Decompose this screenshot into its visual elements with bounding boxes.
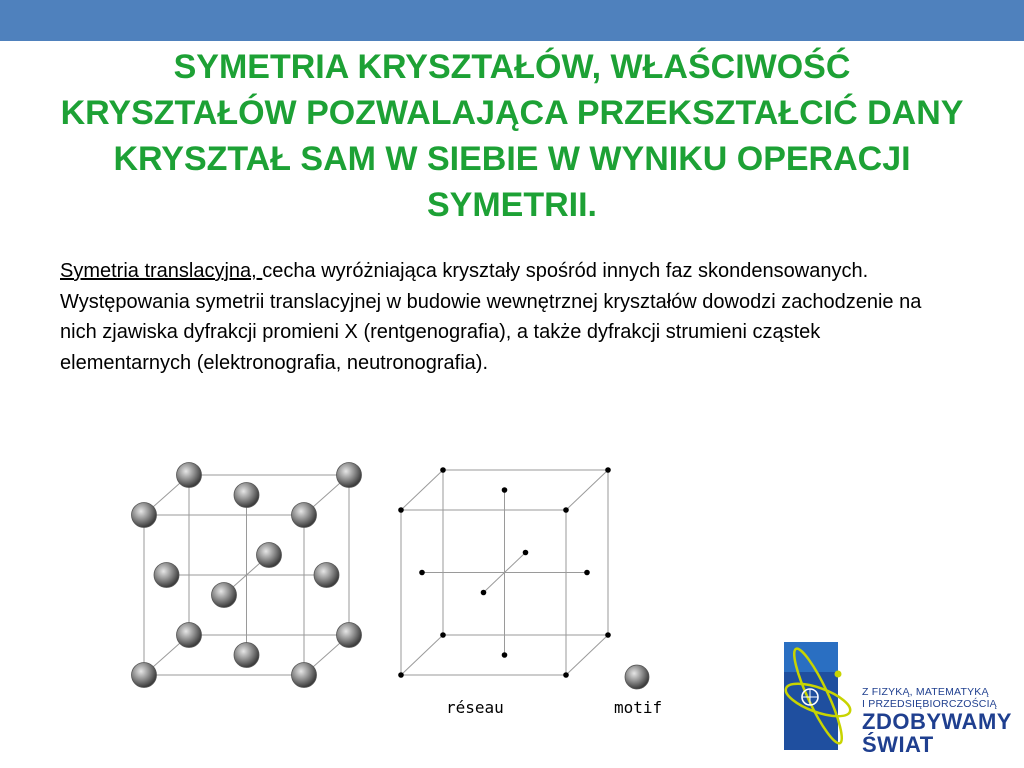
cube-edge (401, 470, 443, 510)
face-lattice-point (523, 550, 529, 556)
corner-lattice-point (440, 632, 446, 638)
logo-line-1: Z FIZYKĄ, MATEMATYKĄ (862, 686, 989, 698)
corner-lattice-point (605, 467, 611, 473)
face-atom (314, 563, 339, 588)
corner-atom (177, 463, 202, 488)
corner-atom (132, 663, 157, 688)
face-atom (257, 543, 282, 568)
face-lattice-point (584, 570, 590, 576)
corner-atom (292, 663, 317, 688)
face-lattice-point (502, 487, 508, 493)
face-lattice-point (481, 590, 487, 596)
motif-ball (625, 665, 649, 689)
corner-lattice-point (398, 507, 404, 513)
corner-lattice-point (398, 672, 404, 678)
corner-lattice-point (605, 632, 611, 638)
motif-label: motif (614, 698, 663, 717)
corner-lattice-point (563, 672, 569, 678)
cube-edge (566, 470, 608, 510)
lattice-cube (398, 467, 611, 678)
corner-atom (337, 623, 362, 648)
project-logo-text (862, 686, 1024, 756)
symmetry-link[interactable]: Symetria translacyjna, (60, 260, 263, 282)
corner-atom (292, 503, 317, 528)
reseau-label: réseau (446, 698, 504, 717)
cube-edge (401, 635, 443, 675)
slide-title: SYMETRIA KRYSZTAŁÓW, WŁAŚCIWOŚĆ KRYSZTAŁÓW POZWALAJĄCA PRZEKSZTAŁCIĆ DANY KRYSZTAŁ SAM W SIEBIE W WYNIKU OPERACJI SYMETRII. (60, 48, 964, 224)
paragraph-text: cecha wyróżniająca kryształy spośród innych faz skondensowanych. Występowania symetrii translacyjnej w budowie wewnętrznej kryształów dowodzi zachodzenie na nich zjawiska dyfrakcji promieni X (rentgenografia), a także dyfrakcji strumieni cząstek elementarnych (elektronografia, neutronografia). (60, 260, 922, 374)
fcc-crystal-cube (132, 463, 362, 688)
face-lattice-point (419, 570, 425, 576)
face-atom (212, 583, 237, 608)
face-atom (234, 483, 259, 508)
logo-line-2: I PRZEDSIĘBIORCZOŚCIĄ (862, 698, 997, 710)
logo-line-3: ZDOBYWAMY (862, 709, 1012, 734)
face-atom (234, 643, 259, 668)
corner-lattice-point (440, 467, 446, 473)
face-lattice-point (502, 652, 508, 658)
corner-atom (337, 463, 362, 488)
corner-atom (177, 623, 202, 648)
cube-edge (566, 635, 608, 675)
face-atom (154, 563, 179, 588)
logo-line-4: ŚWIAT (862, 732, 934, 757)
corner-atom (132, 503, 157, 528)
project-logo-icon (780, 638, 856, 754)
corner-lattice-point (563, 507, 569, 513)
